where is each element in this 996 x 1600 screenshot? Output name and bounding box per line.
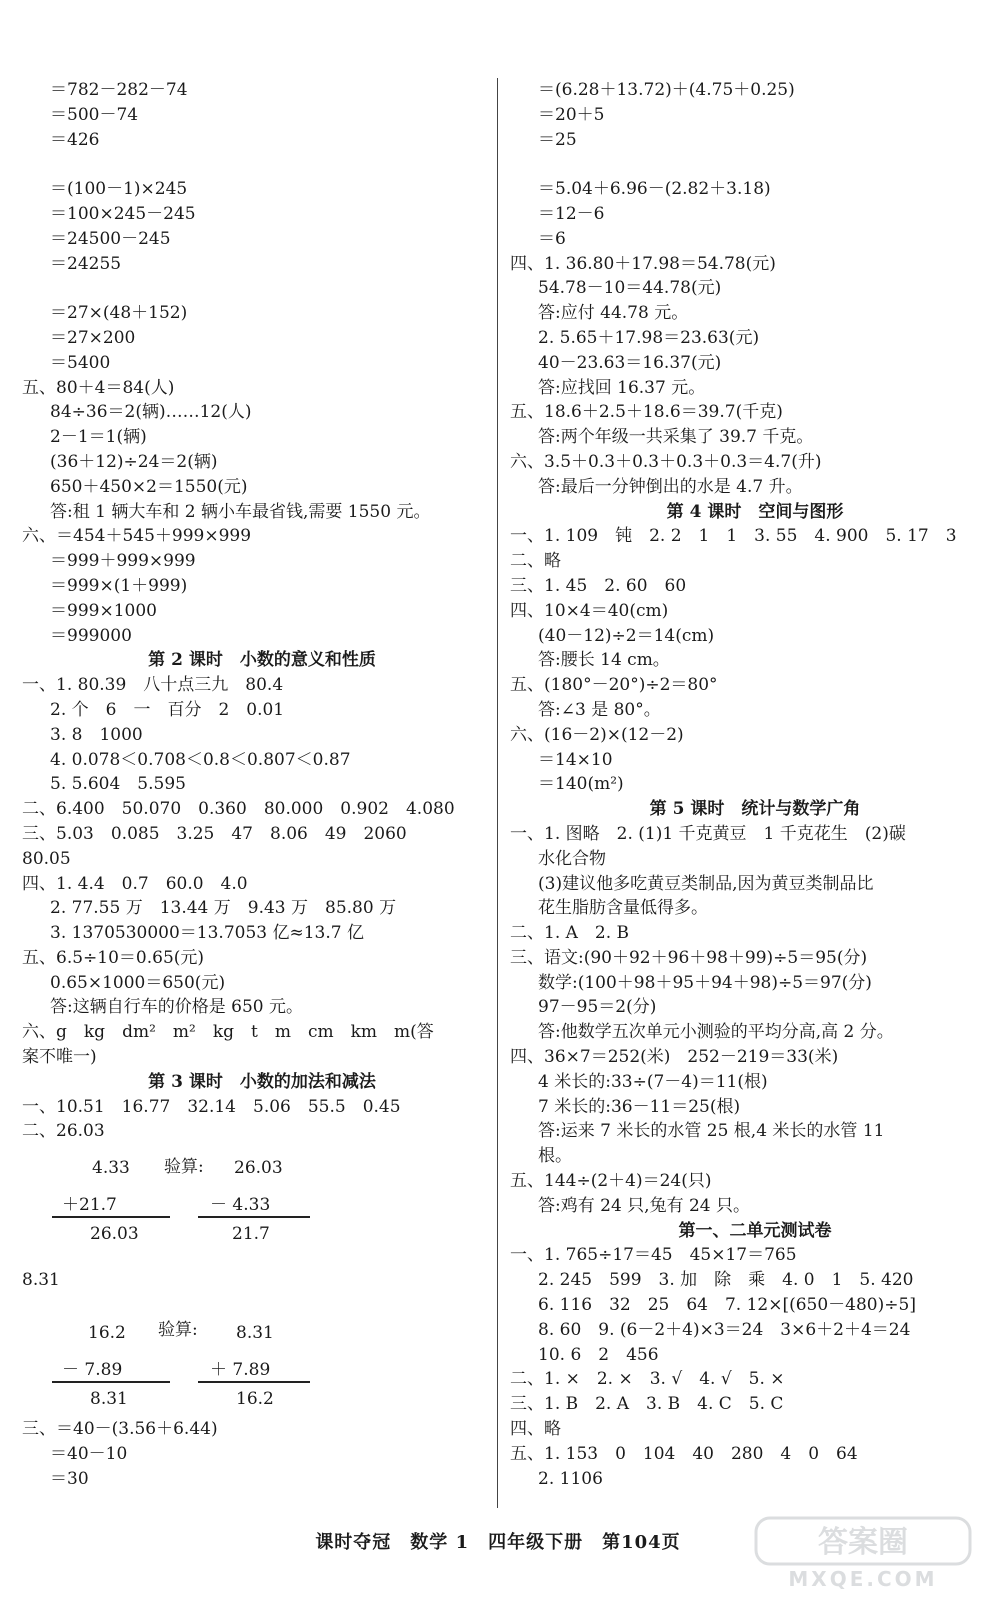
answer-line: 二、1. A 2. B: [510, 923, 630, 944]
answer-line: 水化合物: [538, 848, 606, 869]
answer-line: 数学:(100＋98＋95＋94＋98)÷5＝97(分): [538, 972, 872, 993]
calc-rule: [52, 1216, 170, 1218]
answer-line: 三、语文:(90＋92＋96＋98＋99)÷5＝95(分): [510, 947, 868, 968]
answer-line: 650＋450×2＝1550(元): [50, 476, 248, 497]
section-heading: 第 4 课时 空间与图形: [666, 501, 844, 522]
calc-operand: － 7.89: [62, 1360, 123, 1381]
answer-line: ＝500－74: [50, 104, 139, 125]
calc-rule: [52, 1381, 170, 1383]
answer-line: 答:他数学五次单元小测验的平均分高,高 2 分。: [538, 1022, 894, 1043]
answer-line: 五、(180°－20°)÷2＝80°: [510, 675, 718, 696]
answer-line: 答:最后一分钟倒出的水是 4.7 升。: [538, 476, 803, 497]
page-footer: 课时夺冠 数学 1 四年级下册 第104页: [315, 1532, 681, 1553]
answer-line: 五、1. 153 0 104 40 280 4 0 64: [510, 1443, 858, 1464]
answer-line: ＝27×200: [50, 327, 136, 348]
answer-line: 一、1. 图略 2. (1)1 千克黄豆 1 千克花生 (2)碳: [510, 823, 906, 844]
calc-operand: 4.33: [92, 1158, 130, 1179]
answer-line: 84÷36＝2(辆)……12(人): [50, 402, 252, 423]
calc-result: 26.03: [90, 1224, 139, 1245]
vertical-calculation: [22, 1293, 482, 1417]
answer-line: 二、6.400 50.070 0.360 80.000 0.902 4.080: [22, 799, 455, 820]
answer-line: 五、18.6＋2.5＋18.6＝39.7(千克): [510, 402, 783, 423]
answer-line: ＝100×245－245: [50, 203, 196, 224]
answer-line: 案不唯一): [22, 1047, 97, 1068]
column-divider: [497, 78, 498, 1508]
answer-line: 六、3.5＋0.3＋0.3＋0.3＋0.3＝4.7(升): [510, 451, 822, 472]
calc-operand: 26.03: [234, 1158, 283, 1179]
answer-line: ＝140(m²): [538, 774, 624, 795]
answer-line: 2. 77.55 万 13.44 万 9.43 万 85.80 万: [50, 898, 397, 919]
calc-operand: － 4.33: [210, 1195, 271, 1216]
answer-line: 答:∠3 是 80°。: [538, 699, 661, 720]
answer-line: ＝999＋999×999: [50, 551, 196, 572]
answer-line: 答:这辆自行车的价格是 650 元。: [50, 997, 303, 1018]
answer-line: (3)建议他多吃黄豆类制品,因为黄豆类制品比: [538, 873, 874, 894]
answer-line: 三、5.03 0.085 3.25 47 8.06 49 2060: [22, 823, 407, 844]
answer-line: 二、26.03: [22, 1121, 105, 1142]
check-label: 验算:: [164, 1157, 204, 1178]
answer-line: 6. 116 32 25 64 7. 12×[(650－480)÷5]: [538, 1295, 916, 1316]
answer-line: 四、1. 36.80＋17.98＝54.78(元): [510, 253, 776, 274]
answer-line: 一、1. 109 钝 2. 2 1 1 3. 55 4. 900 5. 17 3: [510, 526, 957, 547]
answer-line: 一、10.51 16.77 32.14 5.06 55.5 0.45: [22, 1096, 401, 1117]
vertical-calculation: [22, 1144, 482, 1268]
section-heading: 第 5 课时 统计与数学广角: [649, 799, 861, 820]
calc-operand: ＋ 7.89: [210, 1360, 271, 1381]
answer-line: 3. 8 1000: [50, 724, 143, 745]
answer-line: 80.05: [22, 848, 71, 869]
answer-line: 花生脂肪含量低得多。: [538, 898, 708, 919]
calc-rule: [198, 1216, 310, 1218]
calc-operand: ＋21.7: [62, 1195, 117, 1216]
watermark-logo: [748, 1512, 978, 1592]
answer-line: ＝782－282－74: [50, 80, 188, 100]
answer-line: 2. 245 599 3. 加 除 乘 4. 0 1 5. 420: [538, 1270, 914, 1291]
answer-line: 五、80＋4＝84(人): [22, 377, 175, 398]
calc-result: 21.7: [232, 1224, 270, 1245]
calc-result: 8.31: [90, 1389, 128, 1410]
answer-line: ＝999×(1＋999): [50, 575, 188, 596]
answer-line: 40－23.63＝16.37(元): [538, 352, 722, 373]
answer-line: 六、g kg dm² m² kg t m cm km m(答: [22, 1022, 434, 1043]
answer-line: 答:腰长 14 cm。: [538, 650, 670, 671]
answer-line: 2. 5.65＋17.98＝23.63(元): [538, 327, 760, 348]
answer-line: 7 米长的:36－11＝25(根): [538, 1096, 741, 1117]
answer-line: 一、1. 80.39 八十点三九 80.4: [22, 675, 284, 696]
answer-line: 四、36×7＝252(米) 252－219＝33(米): [510, 1047, 839, 1068]
calc-result: 16.2: [236, 1389, 274, 1410]
answer-line: ＝40－10: [50, 1443, 128, 1464]
check-label: 验算:: [158, 1320, 198, 1341]
answer-line: 97－95＝2(分): [538, 997, 657, 1018]
answer-line: 5. 5.604 5.595: [50, 774, 186, 795]
answer-line: ＝27×(48＋152): [50, 303, 188, 324]
answer-line: 二、1. × 2. × 3. √ 4. √ 5. ×: [510, 1369, 785, 1390]
answer-line: ＝426: [50, 129, 100, 150]
answer-line: 3. 1370530000＝13.7053 亿≈13.7 亿: [50, 923, 364, 944]
answer-line: ＝20＋5: [538, 104, 605, 125]
answer-line: (36＋12)÷24＝2(辆): [50, 451, 218, 472]
answer-line: 10. 6 2 456: [538, 1344, 659, 1365]
answer-line: ＝12－6: [538, 203, 605, 224]
answer-line: 4. 0.078＜0.708＜0.8＜0.807＜0.87: [50, 749, 351, 770]
answer-line: 0.65×1000＝650(元): [50, 972, 226, 993]
answer-line: 8. 60 9. (6－2＋4)×3＝24 3×6＋2＋4＝24: [538, 1319, 911, 1340]
answer-line: 8.31: [22, 1270, 60, 1291]
calc-operand: 8.31: [236, 1323, 274, 1344]
calc-rule: [198, 1381, 310, 1383]
answer-line: ＝6: [538, 228, 566, 249]
answer-line: 2. 个 6 一 百分 2 0.01: [50, 699, 285, 720]
section-heading: 第 3 课时 小数的加法和减法: [148, 1071, 376, 1092]
answer-line: 答:租 1 辆大车和 2 辆小车最省钱,需要 1550 元。: [50, 501, 431, 522]
answer-line: ＝999000: [50, 625, 132, 646]
answer-line: 四、略: [510, 1419, 561, 1440]
answer-line: 根。: [538, 1146, 572, 1167]
answer-line: 2. 1106: [538, 1468, 603, 1489]
answer-line: 4 米长的:33÷(7－4)＝11(根): [538, 1071, 768, 1092]
answer-line: 四、1. 4.4 0.7 60.0 4.0: [22, 873, 248, 894]
section-heading: 第一、二单元测试卷: [678, 1220, 832, 1241]
answer-line: ＝24255: [50, 253, 122, 274]
answer-line: 54.78－10＝44.78(元): [538, 278, 722, 299]
answer-line: ＝30: [50, 1468, 89, 1489]
answer-line: 答:应付 44.78 元。: [538, 303, 689, 324]
section-heading: 第 2 课时 小数的意义和性质: [148, 650, 376, 671]
svg-text:MXQE.COM: MXQE.COM: [788, 1567, 938, 1591]
answer-line: 五、6.5÷10＝0.65(元): [22, 947, 205, 968]
answer-line: 答:鸡有 24 只,兔有 24 只。: [538, 1195, 751, 1216]
answer-line: 四、10×4＝40(cm): [510, 600, 669, 621]
right-column: [510, 78, 980, 1491]
answer-line: 答:两个年级一共采集了 39.7 千克。: [538, 427, 814, 448]
answer-line: ＝24500－245: [50, 228, 171, 249]
answer-line: ＝25: [538, 129, 577, 150]
answer-line: 答:应找回 16.37 元。: [538, 377, 706, 398]
answer-line: 三、＝40－(3.56＋6.44): [22, 1419, 218, 1440]
answer-line: 一、1. 765÷17＝45 45×17＝765: [510, 1245, 797, 1266]
answer-line: ＝5.04＋6.96－(2.82＋3.18): [538, 179, 771, 200]
answer-line: 答:运来 7 米长的水管 25 根,4 米长的水管 11: [538, 1121, 885, 1142]
left-column: [22, 78, 482, 1491]
answer-line: 三、1. 45 2. 60 60: [510, 575, 687, 596]
answer-line: 三、1. B 2. A 3. B 4. C 5. C: [510, 1394, 784, 1415]
answer-line: ＝(100－1)×245: [50, 179, 188, 200]
answer-line: 2－1＝1(辆): [50, 427, 147, 448]
answer-line: (40－12)÷2＝14(cm): [538, 625, 715, 646]
svg-text:答案圈: 答案圈: [818, 1525, 908, 1560]
answer-line: ＝5400: [50, 352, 111, 373]
answer-line: ＝(6.28＋13.72)＋(4.75＋0.25): [538, 80, 795, 100]
answer-line: ＝14×10: [538, 749, 613, 770]
answer-line: 二、略: [510, 551, 561, 572]
answer-line: 六、(16－2)×(12－2): [510, 724, 684, 745]
answer-line: 六、＝454＋545＋999×999: [22, 526, 252, 547]
answer-line: 五、144÷(2＋4)＝24(只): [510, 1171, 712, 1192]
answer-line: ＝999×1000: [50, 600, 157, 621]
calc-operand: 16.2: [88, 1323, 126, 1344]
